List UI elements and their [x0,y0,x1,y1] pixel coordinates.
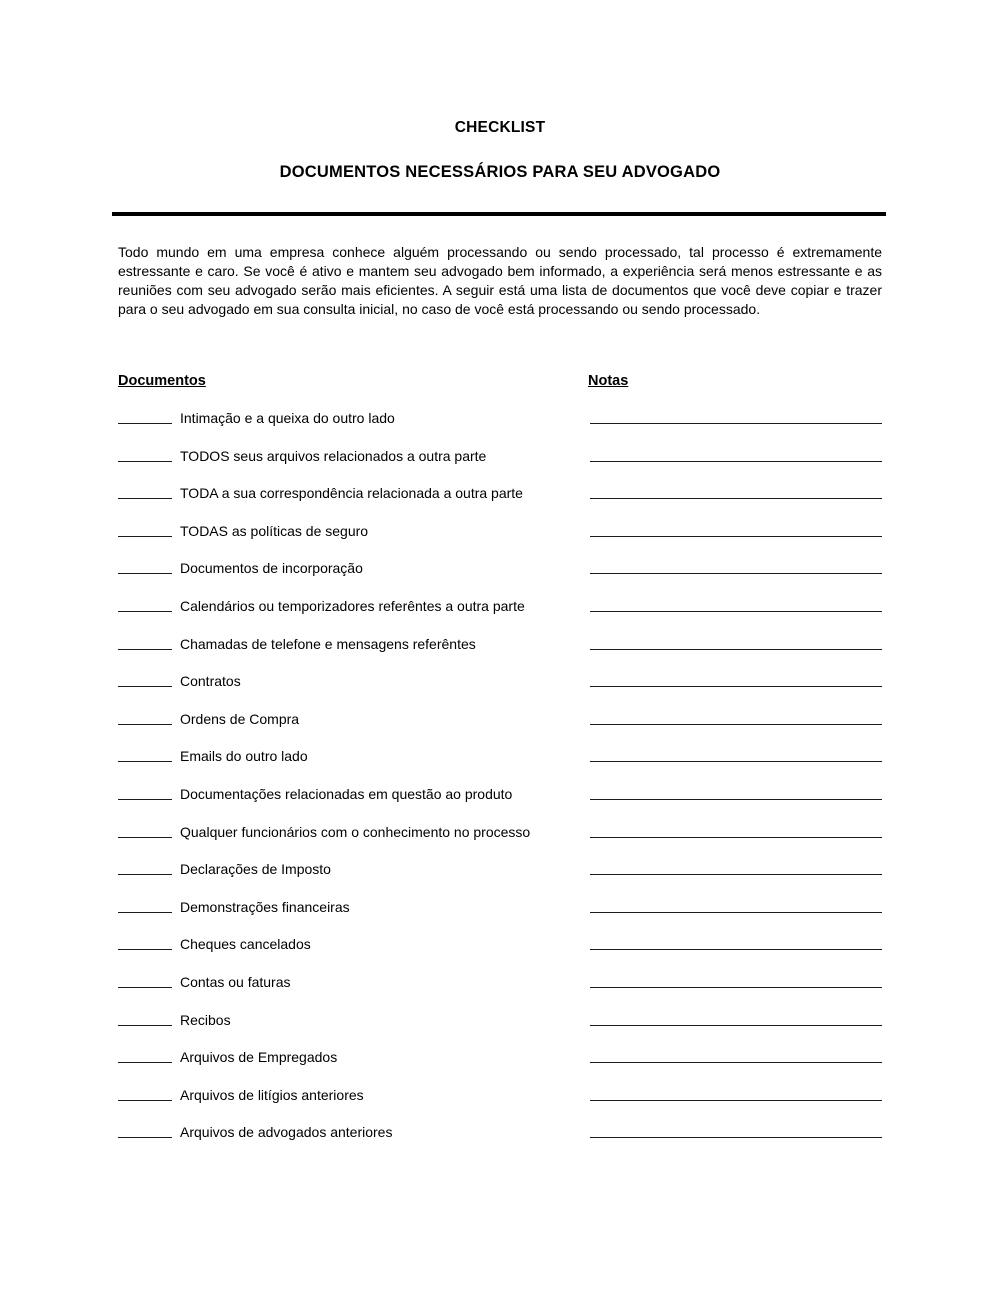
document-fill-line [118,448,172,462]
notes-column-header: Notas [588,373,629,389]
document-fill-line [118,748,172,762]
note-fill-line [590,448,882,462]
note-fill-line [590,598,882,612]
document-fill-line [118,410,172,424]
checklist-row [118,1012,882,1050]
note-fill-line [590,861,882,875]
intro-paragraph: Todo mundo em uma empresa conhece alguém processando ou sendo processado, tal processo é extremamente estressante e caro. Se você é ativo e mantem seu advogado bem informado, a experiência será menos estressante e as reuniões com seu advogado serão mais eficientes. A seguir está uma lista de documentos que você deve copiar e trazer para o seu advogado em sua consulta inicial, no caso de você está processando ou sendo processado. [118,244,882,317]
note-fill-line [590,936,882,950]
document-item-label: TODOS seus arquivos relacionados a outra parte [180,447,487,464]
checklist-row [118,711,882,749]
note-fill-line [590,748,882,762]
note-fill-line [590,1124,882,1138]
document-fill-line [118,636,172,650]
note-fill-line [590,673,882,687]
document-fill-line [118,1012,172,1026]
note-fill-line [590,786,882,800]
checklist-row [118,1049,882,1087]
note-fill-line [590,1012,882,1026]
document-fill-line [118,673,172,687]
note-fill-line [590,899,882,913]
document-item-label: Recibos [180,1011,231,1028]
document-item-label: Chamadas de telefone e mensagens referêntes [180,635,476,652]
document-item-label: Intimação e a queixa do outro lado [180,410,395,426]
document-fill-line [118,598,172,612]
note-fill-line [590,711,882,725]
note-fill-line [590,974,882,988]
document-item-label: Qualquer funcionários com o conhecimento no processo [180,823,531,840]
document-fill-line [118,1087,172,1101]
document-item-label: Documentos de incorporação [180,560,363,577]
document-fill-line [118,560,172,574]
document-fill-line [118,1124,172,1138]
document-item-label: Calendários ou temporizadores referêntes a outra parte [180,597,525,614]
checklist [118,410,882,1162]
checklist-row [118,673,882,711]
column-headers [118,373,882,391]
checklist-row [118,899,882,937]
note-fill-line [590,560,882,574]
document-item-label: Contas ou faturas [180,973,291,990]
document-fill-line [118,523,172,537]
document-item-label: Contratos [180,673,241,690]
document-fill-line [118,899,172,913]
document-fill-line [118,485,172,499]
document-title: CHECKLIST [454,119,546,136]
checklist-row [118,448,882,486]
document-subtitle: DOCUMENTOS NECESSÁRIOS PARA SEU ADVOGADO [279,163,721,181]
horizontal-rule [112,212,886,216]
checklist-row [118,974,882,1012]
checklist-row [118,748,882,786]
note-fill-line [590,1087,882,1101]
checklist-row [118,786,882,824]
document-fill-line [118,1049,172,1063]
document-item-label: Arquivos de advogados anteriores [180,1124,393,1141]
document-item-label: TODAS as políticas de seguro [180,522,369,539]
checklist-row [118,598,882,636]
checklist-row [118,636,882,674]
document-fill-line [118,974,172,988]
document-item-label: Declarações de Imposto [180,861,331,878]
note-fill-line [590,1049,882,1063]
checklist-row [118,523,882,561]
document-item-label: TODA a sua correspondência relacionada a outra parte [180,485,523,502]
checklist-row [118,1087,882,1125]
checklist-row [118,560,882,598]
document-fill-line [118,711,172,725]
checklist-row [118,485,882,523]
document-fill-line [118,861,172,875]
document-fill-line [118,936,172,950]
document-item-label: Demonstrações financeiras [180,898,350,915]
note-fill-line [590,410,882,424]
note-fill-line [590,824,882,838]
document-item-label: Emails do outro lado [180,748,308,765]
note-fill-line [590,523,882,537]
document-item-label: Cheques cancelados [180,936,311,953]
note-fill-line [590,485,882,499]
document-item-label: Documentações relacionadas em questão ao produto [180,785,513,802]
document-item-label: Arquivos de litígios anteriores [180,1086,364,1103]
checklist-row [118,824,882,862]
document-fill-line [118,786,172,800]
document-fill-line [118,824,172,838]
checklist-row [118,1124,882,1162]
document-item-label: Ordens de Compra [180,710,300,727]
document-item-label: Arquivos de Empregados [180,1049,338,1066]
documents-column-header: Documentos [118,373,206,389]
note-fill-line [590,636,882,650]
checklist-row [118,861,882,899]
checklist-row [118,410,882,448]
checklist-row [118,936,882,974]
